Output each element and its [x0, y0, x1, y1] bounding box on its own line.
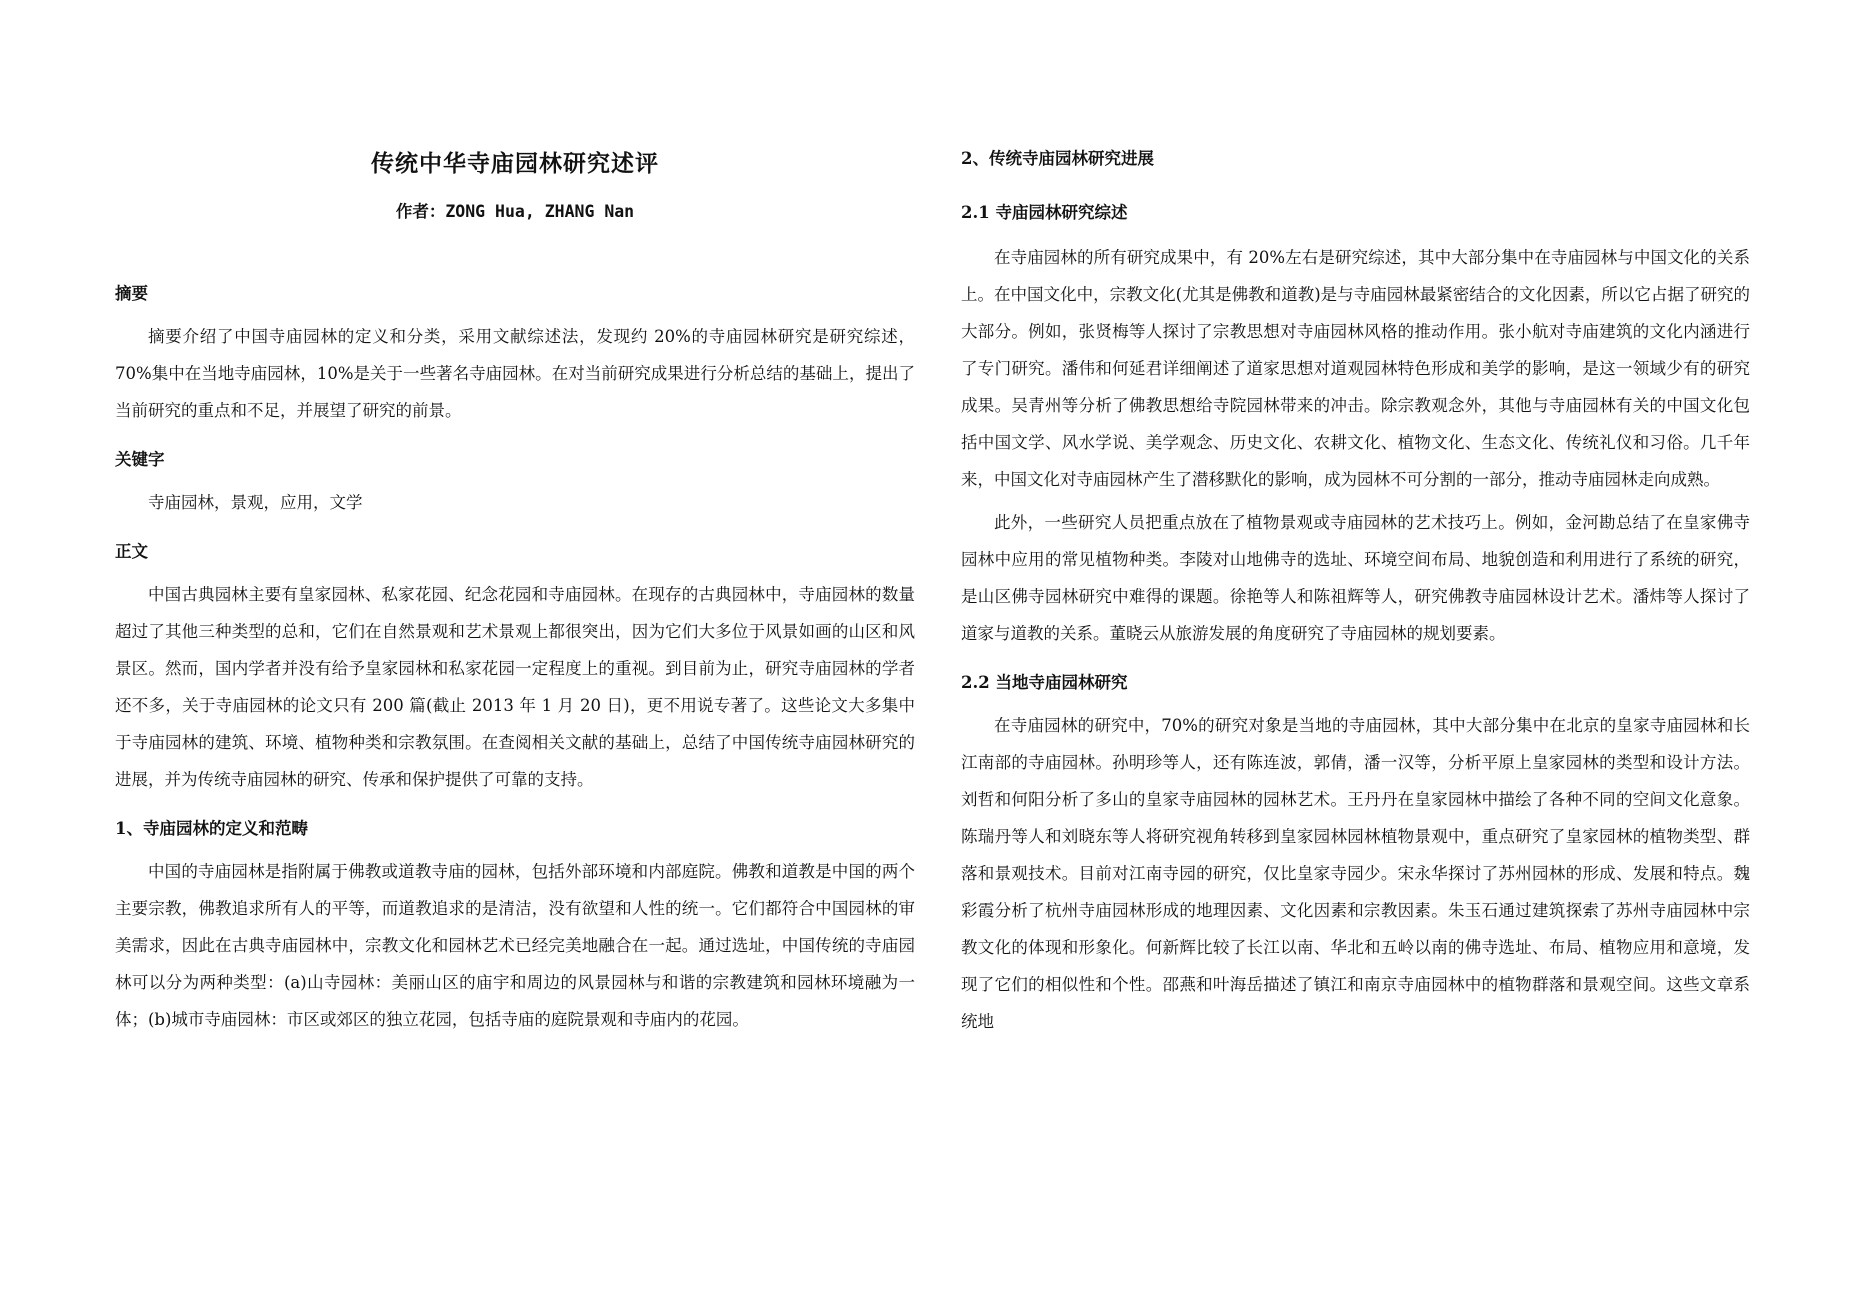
keywords-heading: 关键字	[115, 450, 165, 469]
section2-1-heading: 2.1 寺庙园林研究综述	[961, 203, 1128, 222]
paper-title: 传统中华寺庙园林研究述评	[371, 150, 659, 177]
body-text: 中国古典园林主要有皇家园林、私家花园、纪念花园和寺庙园林。在现存的古典园林中，寺庙园林的数量超过了其他三种类型的总和，它们在自然景观和艺术景观上都很突出，因为它们大多位于风景如画的山区和风景区。然而，国内学者并没有给予皇家园林和私家花园一定程度上的重视。到目前为止，研究寺庙园林的学者还不多，关于寺庙园林的论文只有 200 篇(截止 2013 年 1 月 20 日)，更不用说专著了。这些论文大多集中于寺庙园林的建筑、环境、植物种类和宗教氛围。在查阅相关文献的基础上，总结了中国传统寺庙园林研究的进展，并为传统寺庙园林的研究、传承和保护提供了可靠的支持。	[115, 585, 915, 789]
section2-1-paragraph-1: 在寺庙园林的所有研究成果中，有 20%左右是研究综述，其中大部分集中在寺庙园林与中国文化的关系上。在中国文化中，宗教文化(尤其是佛教和道教)是与寺庙园林最紧密结合的文化因素，所以它占据了研究的大部分。例如，张贤梅等人探讨了宗教思想对寺庙园林风格的推动作用。张小航对寺庙建筑的文化内涵进行了专门研究。潘伟和何延君详细阐述了道家思想对道观园林特色形成和美学的影响，是这一领域少有的研究成果。吴青州等分析了佛教思想给寺院园林带来的冲击。除宗教观念外，其他与寺庙园林有关的中国文化包括中国文学、风水学说、美学观念、历史文化、农耕文化、植物文化、生态文化、传统礼仪和习俗。几千年来，中国文化对寺庙园林产生了潜移默化的影响，成为园林不可分割的一部分，推动寺庙园林走向成熟。	[961, 248, 1750, 489]
section1-heading: 1、寺庙园林的定义和范畴	[115, 819, 308, 838]
abstract-heading: 摘要	[115, 284, 148, 303]
authors-label: 作者：	[395, 202, 446, 221]
authors-names: ZONG Hua, ZHANG Nan	[445, 202, 635, 221]
abstract-text: 摘要介绍了中国寺庙园林的定义和分类，采用文献综述法，发现约 20%的寺庙园林研究是研究综述，70%集中在当地寺庙园林，10%是关于一些著名寺庙园林。在对当前研究成果进行分析总结的基础上，提出了当前研究的重点和不足，并展望了研究的前景。	[115, 327, 915, 420]
author-line	[115, 198, 915, 222]
section2-heading: 2、传统寺庙园林研究进展	[961, 149, 1154, 168]
section2-1-paragraph-2: 此外，一些研究人员把重点放在了植物景观或寺庙园林的艺术技巧上。例如，金河勘总结了在皇家佛寺园林中应用的常见植物种类。李陵对山地佛寺的选址、环境空间布局、地貌创造和利用进行了系统的研究，是山区佛寺园林研究中难得的课题。徐艳等人和陈祖辉等人，研究佛教寺庙园林设计艺术。潘炜等人探讨了道家与道教的关系。董晓云从旅游发展的角度研究了寺庙园林的规划要素。	[961, 513, 1750, 643]
body-heading: 正文	[115, 542, 148, 561]
keywords-text: 寺庙园林，景观，应用，文学	[148, 493, 363, 512]
right-column	[961, 140, 1750, 1040]
section2-2-heading: 2.2 当地寺庙园林研究	[961, 673, 1128, 692]
left-column	[115, 140, 915, 1038]
section2-2-paragraph-1: 在寺庙园林的研究中，70%的研究对象是当地的寺庙园林，其中大部分集中在北京的皇家寺庙园林和长江南部的寺庙园林。孙明珍等人，还有陈连波，郭倩，潘一汉等，分析平原上皇家园林的类型和设计方法。刘哲和何阳分析了多山的皇家寺庙园林的园林艺术。王丹丹在皇家园林中描绘了各种不同的空间文化意象。陈瑞丹等人和刘晓东等人将研究视角转移到皇家园林园林植物景观中，重点研究了皇家园林的植物类型、群落和景观技术。目前对江南寺园的研究，仅比皇家寺园少。宋永华探讨了苏州园林的形成、发展和特点。魏彩霞分析了杭州寺庙园林形成的地理因素、文化因素和宗教因素。朱玉石通过建筑探索了苏州寺庙园林中宗教文化的体现和形象化。何新辉比较了长江以南、华北和五岭以南的佛寺选址、布局、植物应用和意境，发现了它们的相似性和个性。邵燕和叶海岳描述了镇江和南京寺庙园林中的植物群落和景观空间。这些文章系统地	[961, 716, 1750, 1031]
section1-text: 中国的寺庙园林是指附属于佛教或道教寺庙的园林，包括外部环境和内部庭院。佛教和道教是中国的两个主要宗教，佛教追求所有人的平等，而道教追求的是清洁，没有欲望和人性的统一。它们都符合中国园林的审美需求，因此在古典寺庙园林中，宗教文化和园林艺术已经完美地融合在一起。通过选址，中国传统的寺庙园林可以分为两种类型：(a)山寺园林：美丽山区的庙宇和周边的风景园林与和谐的宗教建筑和园林环境融为一体；(b)城市寺庙园林：市区或郊区的独立花园，包括寺庙的庭院景观和寺庙内的花园。	[115, 862, 915, 1029]
